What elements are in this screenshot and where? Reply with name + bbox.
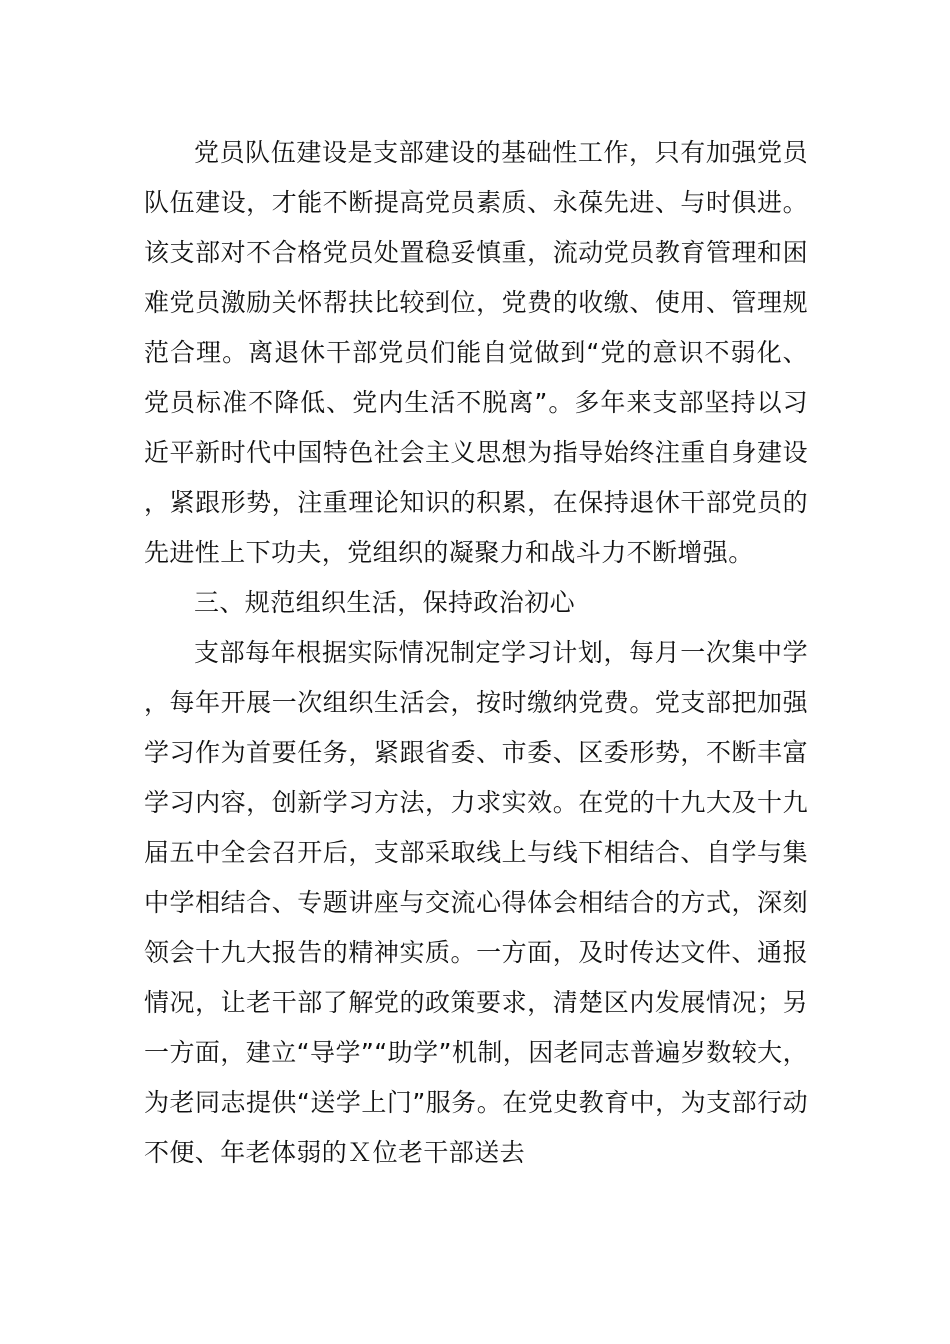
section-heading-organization-life: 三、规范组织生活，保持政治初心 [194,588,576,617]
paragraph-team-building: 党员队伍建设是支部建设的基础性工作，只有加强党员队伍建设，才能不断提高党员素质、永葆先进、与时俱进。该支部对不合格党员处置稳妥慎重，流动党员教育管理和困难党员激励关怀帮扶比较到位，党费的收缴、使用、管理规范合理。离退休干部党员们能自觉做到“党的意识不弱化、党员标准不降低、党内生活不脱离”。多年来支部坚持以习近平新时代中国特色社会主义思想为指导始终注重自身建设，紧跟形势，注重理论知识的积累，在保持退休干部党员的先进性上下功夫，党组织的凝聚力和战斗力不断增强。 [144,138,808,567]
paragraph-study-plan: 支部每年根据实际情况制定学习计划，每月一次集中学，每年开展一次组织生活会，按时缴纳党费。党支部把加强学习作为首要任务，紧跟省委、市委、区委形势，不断丰富学习内容，创新学习方法，力求实效。在党的十九大及十九届五中全会召开后，支部采取线上与线下相结合、自学与集中学相结合、专题讲座与交流心得体会相结合的方式，深刻领会十九大报告的精神实质。一方面，及时传达文件、通报情况，让老干部了解党的政策要求，清楚区内发展情况；另一方面，建立“导学”“助学”机制，因老同志普遍岁数较大，为老同志提供“送学上门”服务。在党史教育中，为支部行动不便、年老体弱的Ｘ位老干部送去 [144,638,808,1167]
document-body [144,128,808,1178]
